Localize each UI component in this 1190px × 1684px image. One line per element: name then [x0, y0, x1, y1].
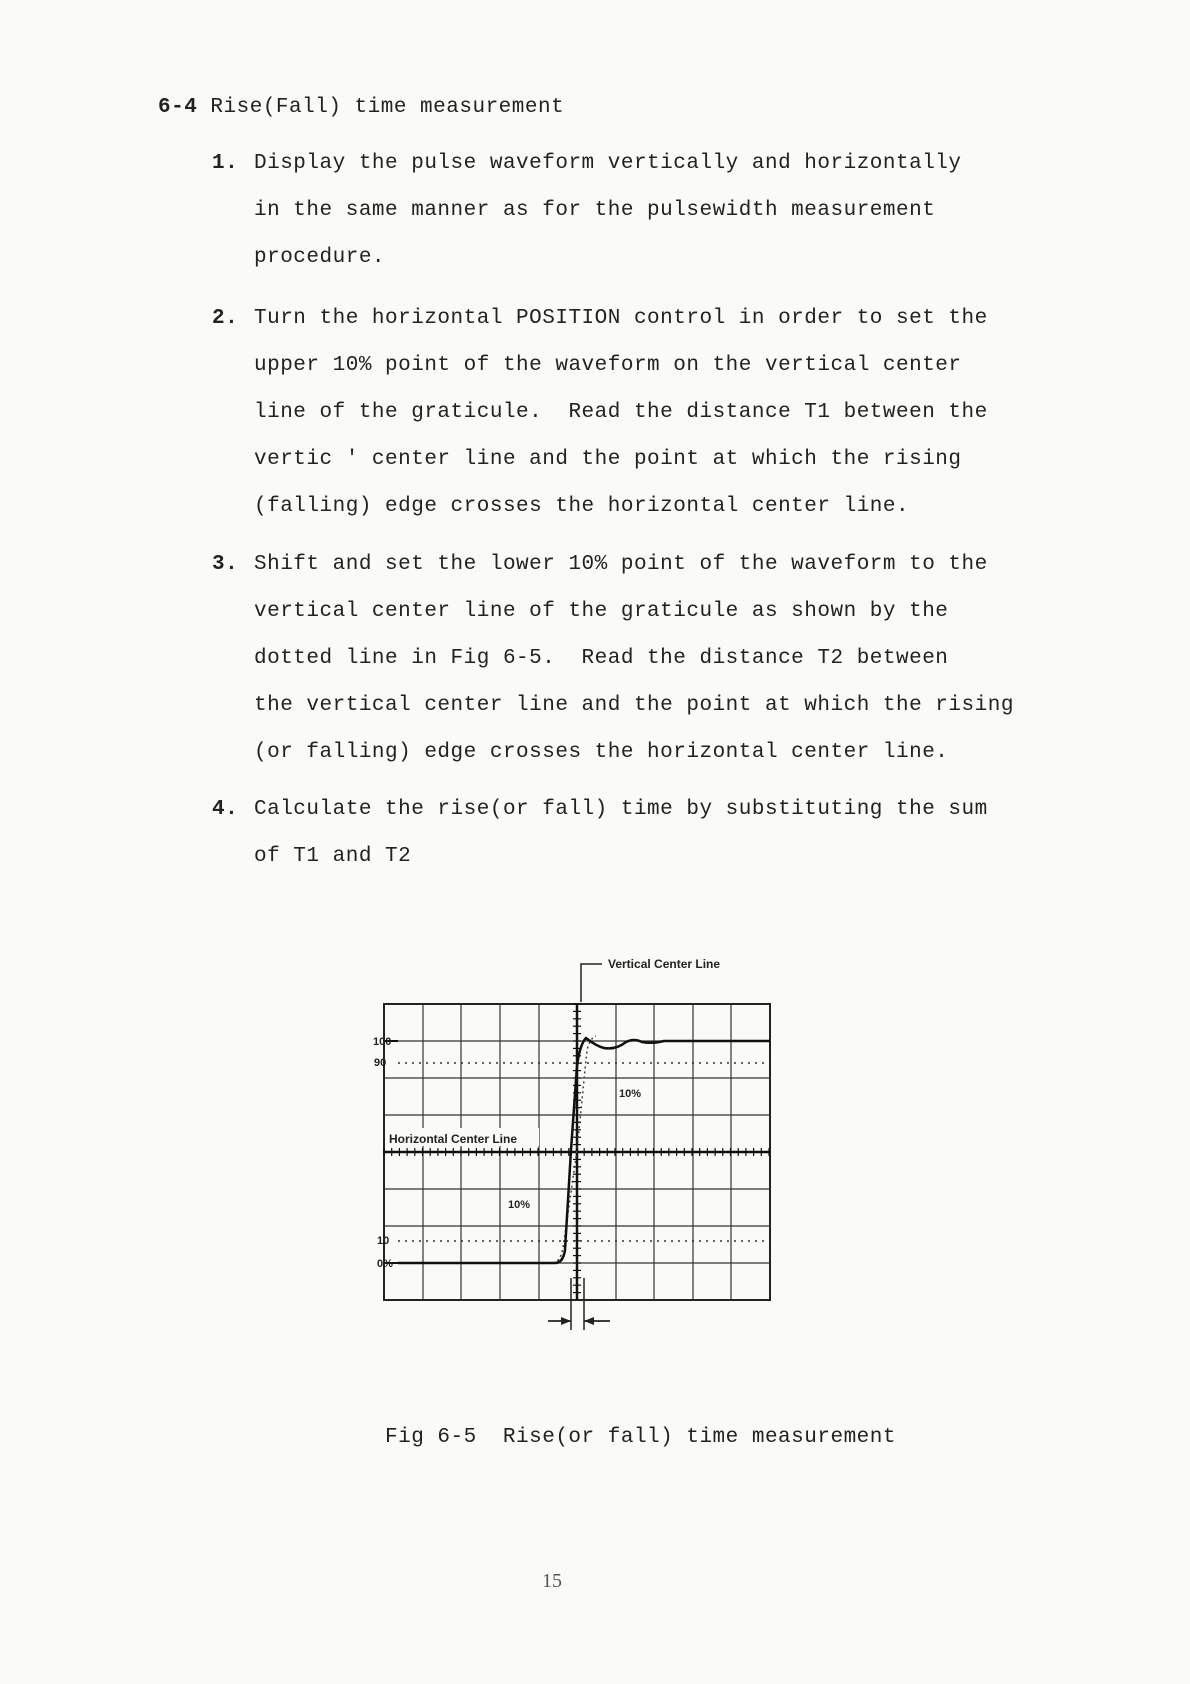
- label-90: 90: [374, 1057, 387, 1069]
- step-line: vertical center line of the graticule as shown by the: [254, 600, 949, 623]
- step-line: dotted line in Fig 6-5. Read the distance T2 between: [254, 647, 949, 670]
- step-line: the vertical center line and the point at which the rising: [254, 694, 1014, 717]
- upper-10-percent-label: 10%: [619, 1088, 642, 1100]
- step-line: (falling) edge crosses the horizontal center line.: [254, 495, 910, 518]
- step-line: procedure.: [254, 246, 386, 269]
- step-number: 2.: [212, 307, 239, 330]
- figure-caption: Fig 6-5 Rise(or fall) time measurement: [385, 1426, 896, 1449]
- section-number: 6-4: [158, 96, 198, 119]
- horizontal-center-label: Horizontal Center Line: [389, 1132, 518, 1146]
- vertical-center-label: Vertical Center Line: [608, 957, 721, 971]
- vertical-center-leader: [581, 964, 602, 1002]
- step-line: Display the pulse waveform vertically and horizontally: [254, 152, 962, 175]
- step-number: 1.: [212, 152, 239, 175]
- step-line: line of the graticule. Read the distance T1 between the: [254, 401, 988, 424]
- step-line: vertic ' center line and the point at which the rising: [254, 448, 962, 471]
- label-100: 100: [373, 1036, 392, 1048]
- step-line: in the same manner as for the pulsewidth measurement: [254, 199, 936, 222]
- section-title: Rise(Fall) time measurement: [210, 96, 565, 119]
- step-number: 4.: [212, 798, 239, 821]
- step-line: upper 10% point of the waveform on the vertical center: [254, 354, 962, 377]
- step-line: Turn the horizontal POSITION control in order to set the: [254, 307, 988, 330]
- step-line: (or falling) edge crosses the horizontal center line.: [254, 741, 949, 764]
- page-number: 15: [542, 1570, 562, 1592]
- step-number: 3.: [212, 553, 239, 576]
- step-line: of T1 and T2: [254, 845, 412, 868]
- label-0: 0%: [377, 1258, 393, 1270]
- label-10: 10: [377, 1235, 390, 1247]
- step-line: Calculate the rise(or fall) time by substituting the sum: [254, 798, 988, 821]
- lower-10-percent-label: 10%: [508, 1199, 531, 1211]
- step-line: Shift and set the lower 10% point of the waveform to the: [254, 553, 988, 576]
